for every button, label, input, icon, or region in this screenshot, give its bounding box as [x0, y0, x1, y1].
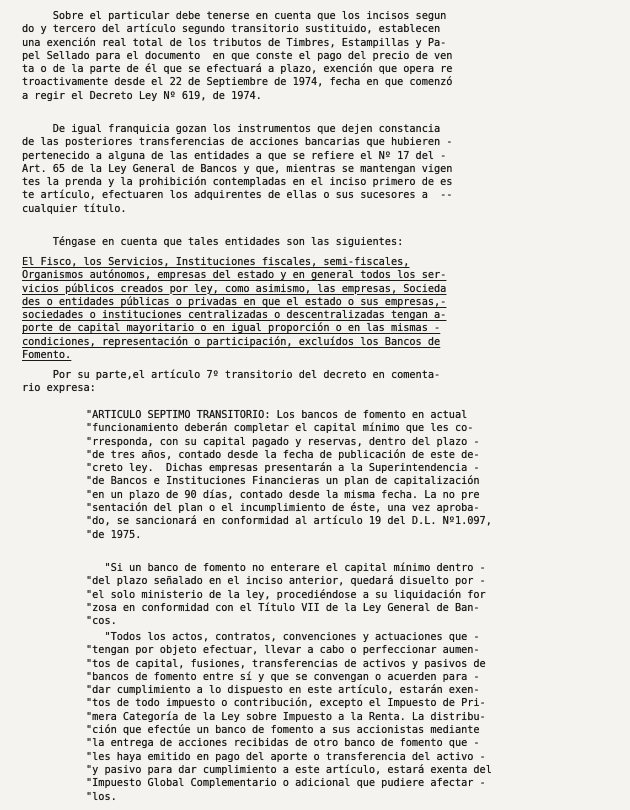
- text-line: Téngase en cuenta que tales entidades son las siguientes:: [22, 236, 404, 248]
- quote-line: "Todos los actos, contratos, convenciones y actuaciones que -: [86, 631, 480, 643]
- paragraph-entidades-intro: [22, 236, 627, 249]
- paragraph-exencion-timbres: [22, 10, 627, 103]
- quote-line: "y pasivo para dar cumplimiento a este artículo, estará exenta del: [86, 763, 492, 776]
- quote-line: "de 1975.: [86, 528, 142, 541]
- quote-articulo-septimo: [86, 409, 626, 542]
- text-line: troactivamente desde el 22 de Septiembre de 1974, fecha en que comenzó: [22, 76, 453, 89]
- quote-line: "do, se sancionará en conformidad al artículo 19 del D.L. Nº1.097,: [86, 515, 492, 528]
- quote-line: "los.: [86, 790, 117, 803]
- quote-line: "de tres años, contado desde la fecha de publicación de este de-: [86, 448, 480, 461]
- underlined-line: Fomento.: [22, 349, 72, 362]
- quote-line: "el solo ministerio de la ley, procediéndose a su liquidación for: [86, 588, 486, 601]
- text-line: de las posteriores transferencias de acciones bancarias que hubieren -: [22, 136, 453, 149]
- quote-line: "Si un banco de fomento no enterare el capital mínimo dentro -: [86, 562, 486, 574]
- underlined-line: porte de capital mayoritario o en igual proporción o en las mismas -: [22, 322, 441, 335]
- text-line: a regir el Decreto Ley Nº 619, de 1974.: [22, 89, 262, 102]
- quote-line: "sentación del plan o el incumplimiento de éste, una vez aproba-: [86, 502, 480, 515]
- text-line: do y tercero del artículo segundo transitorio sustituido, establecen: [22, 23, 441, 36]
- underlined-line: vicios públicos creados por ley, como asimismo, las empresas, Socieda: [22, 282, 447, 295]
- quote-line: "ARTICULO SEPTIMO TRANSITORIO: Los bancos de fomento en actual: [86, 409, 468, 421]
- text-line: pel Sellado para el documento en que conste el pago del precio de ven: [22, 49, 453, 62]
- quote-line: "creto ley. Dichas empresas presentarán a la Superintendencia -: [86, 462, 480, 475]
- underlined-line: El Fisco, los Servicios, Instituciones fiscales, semi-fiscales,: [22, 256, 410, 268]
- text-line: De igual franquicia gozan los instrumentos que dejen constancia: [22, 123, 441, 135]
- text-line: Art. 65 de la Ley General de Bancos y que, mientras se mantengan vigen: [22, 162, 453, 175]
- quote-line: "dar cumplimiento a lo dispuesto en este artículo, estarán exen-: [86, 684, 480, 697]
- quote-line: "tos de todo impuesto o contribución, excepto el Impuesto de Pri-: [86, 697, 486, 710]
- underlined-line: sociedades o instituciones centralizadas o descentralizadas tengan a-: [22, 309, 447, 322]
- text-line: Por su parte,el artículo 7º transitorio del decreto en comenta-: [22, 369, 441, 381]
- quote-line: "mera Categoría de la Ley sobre Impuesto a la Renta. La distribu-: [86, 710, 486, 723]
- quote-line: "ción que efectúe un banco de fomento a sus accionistas mediante: [86, 724, 480, 737]
- text-line: tes la prenda y la prohibición contempladas en el inciso primero de es: [22, 176, 453, 189]
- quote-line: "de Bancos e Instituciones Financieras un plan de capitalización: [86, 475, 480, 488]
- paragraph-articulo-7-intro: [22, 369, 627, 396]
- text-line: una exención real total de los tributos de Timbres, Estampillas y Pa-: [22, 36, 447, 49]
- quote-line: "Impuesto Global Complementario o adicional que pudiere afectar -: [86, 777, 486, 790]
- underlined-line: Organismos autónomos, empresas del estado y en general todos los ser-: [22, 269, 447, 282]
- text-line: Sobre el particular debe tenerse en cuenta que los incisos segun: [22, 10, 447, 22]
- quote-line: "tengan por objeto efectuar, llevar a cabo o perfeccionar aumen-: [86, 644, 480, 657]
- quote-disolucion-banco: [86, 562, 626, 628]
- quote-line: "les haya emitido en pago del aporte o transferencia del activo -: [86, 750, 486, 763]
- quote-line: "la entrega de acciones recibidas de otro banco de fomento que -: [86, 737, 480, 750]
- quote-line: "del plazo señalado en el inciso anterior, quedará disuelto por -: [86, 575, 486, 588]
- paragraph-entidades-lista: [22, 256, 627, 362]
- text-line: rio expresa:: [22, 382, 96, 395]
- quote-line: "zosa en conformidad con el Título VII de la Ley General de Ban-: [86, 601, 480, 614]
- underlined-line: condiciones, representación o participación, excluídos los Bancos de: [22, 335, 441, 348]
- text-line: pertenecido a alguna de las entidades a que se refiere el Nº 17 del -: [22, 149, 447, 162]
- quote-actos-exentos: [86, 631, 626, 804]
- text-line: ta o de la parte de él que se efectuará a plazo, exención que opera re: [22, 63, 453, 76]
- underlined-line: des o entidades públicas o privadas en que el estado o sus empresas,-: [22, 295, 447, 308]
- quote-line: "en un plazo de 90 días, contado desde la misma fecha. La no pre: [86, 488, 480, 501]
- quote-line: "rresponda, con su capital pagado y reservas, dentro del plazo -: [86, 435, 480, 448]
- quote-line: "tos de capital, fusiones, transferencias de activos y pasivos de: [86, 657, 486, 670]
- quote-line: "bancos de fomento entre sí y que se convengan o acuerden para -: [86, 670, 480, 683]
- quote-line: "funcionamiento deberán completar el capital mínimo que les co-: [86, 422, 474, 435]
- quote-line: "cos.: [86, 615, 117, 628]
- text-line: te artículo, efectuaren los adquirentes de ellas o sus sucesores a --: [22, 189, 453, 202]
- text-line: cualquier título.: [22, 202, 127, 215]
- paragraph-franquicia-acciones: [22, 123, 627, 216]
